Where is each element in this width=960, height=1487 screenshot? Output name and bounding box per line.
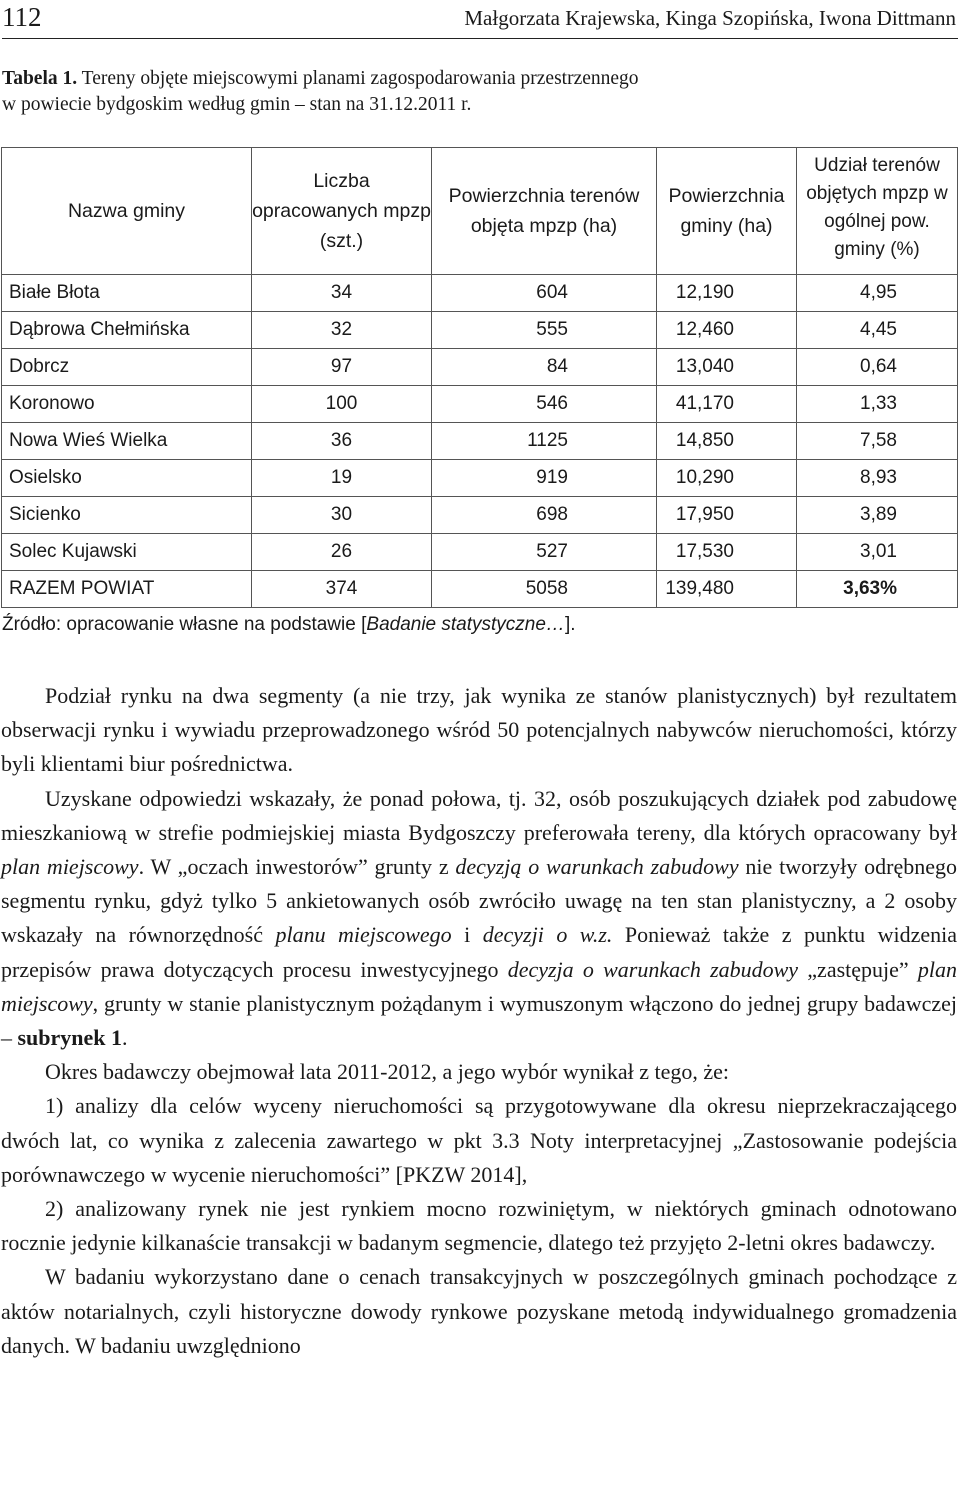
paragraph-text: „zastępuje” xyxy=(798,956,918,982)
cell-share-total: 3,63% xyxy=(797,571,958,608)
paragraph-text: i xyxy=(451,922,483,948)
data-table xyxy=(1,147,958,608)
cell-count: 97 xyxy=(252,349,432,386)
source-suffix: ]. xyxy=(564,614,576,635)
cell-count: 36 xyxy=(252,423,432,460)
table-row xyxy=(2,349,958,386)
paragraph-text: nie tworzyły odrębnego segmentu rynku, gdyż tylko 5 ankietowanych osób zwróciło uwagę na ten stan planistyczny, a 2 osoby wskazały na równorzędność xyxy=(1,854,958,948)
cell-share: 4,45 xyxy=(797,312,958,349)
table-source-note xyxy=(2,614,576,636)
paragraph: 1) analizy dla celów wyceny nieruchomości są przygotowywane dla okresu nieprzekraczającego dwóch lat, co wynika z zalecenia zawartego w pkt 3.3 Noty interpretacyjnej „Zastosowanie podejścia porównawczego w wycenie nieruchomości” [PKZW 2014], xyxy=(1,1093,957,1187)
cell-share: 0,64 xyxy=(797,349,958,386)
cell-name: Sicienko xyxy=(2,497,252,534)
paragraph-italic: decyzja o warunkach zabudowy xyxy=(507,956,799,982)
cell-area: 604 xyxy=(432,275,657,312)
paragraph xyxy=(1,782,957,1056)
paragraph-text: Ponieważ także z punktu widzenia przepisów prawa dotyczących procesu inwestycyjnego xyxy=(1,922,958,982)
cell-name: Solec Kujawski xyxy=(2,534,252,571)
cell-name: Dobrcz xyxy=(2,349,252,386)
cell-area: 1125 xyxy=(432,423,657,460)
table-row xyxy=(2,386,958,423)
table-caption-label: Tabela 1. xyxy=(2,68,78,89)
source-prefix: Źródło: opracowanie własne na podstawie [ xyxy=(2,614,367,635)
cell-name: Nowa Wieś Wielka xyxy=(2,423,252,460)
cell-count: 32 xyxy=(252,312,432,349)
cell-share: 1,33 xyxy=(797,386,958,423)
cell-area: 84 xyxy=(432,349,657,386)
running-header-authors: Małgorzata Krajewska, Kinga Szopińska, Iwona Dittmann xyxy=(464,6,956,30)
cell-share: 8,93 xyxy=(797,460,958,497)
table-header-row xyxy=(2,148,958,275)
table-caption-line1: Tereny objęte miejscowymi planami zagospodarowania przestrzennego xyxy=(81,68,639,89)
cell-share: 3,01 xyxy=(797,534,958,571)
cell-gmina-area: 17,530 xyxy=(657,534,797,571)
paragraph-italic: plan miejscowy xyxy=(1,956,958,1016)
cell-count: 34 xyxy=(252,275,432,312)
cell-area: 527 xyxy=(432,534,657,571)
table-row-total xyxy=(2,571,958,608)
column-header-gmina-area: Powierzchnia gminy (ha) xyxy=(657,148,797,275)
table-caption xyxy=(2,66,942,118)
paragraph-text: , grunty w stanie planistycznym pożądanym i wymuszonym włączono do jednej grupy badawczej – xyxy=(1,990,957,1051)
paragraph-text: Uzyskane odpowiedzi wskazały, że ponad połowa, tj. 32, osób poszukujących działek pod zabudowę mieszkaniową w strefie podmiejskiej miasta Bydgoszczy preferowała tereny, dla których opracowany był xyxy=(1,785,957,845)
paragraph-bold: subrynek 1 xyxy=(17,1025,123,1051)
cell-area: 546 xyxy=(432,386,657,423)
cell-gmina-area: 14,850 xyxy=(657,423,797,460)
cell-count: 19 xyxy=(252,460,432,497)
column-header-count: Liczba opracowanych mpzp (szt.) xyxy=(252,148,432,275)
body-text xyxy=(1,679,957,1363)
cell-name: Koronowo xyxy=(2,386,252,423)
cell-count: 30 xyxy=(252,497,432,534)
table-caption-line2: w powiecie bydgoskim według gmin – stan na 31.12.2011 r. xyxy=(2,94,472,115)
cell-count: 26 xyxy=(252,534,432,571)
cell-gmina-area: 13,040 xyxy=(657,349,797,386)
table-row xyxy=(2,460,958,497)
cell-name: RAZEM POWIAT xyxy=(2,571,252,608)
cell-area: 5058 xyxy=(432,571,657,608)
paragraph: W badaniu wykorzystano dane o cenach transakcyjnych w poszczególnych gminach pochodzące z aktów notarialnych, czyli historyczne dowody rynkowe pozyskane metodą indywidualnego gromadzenia danych. W badaniu uwzględniono xyxy=(1,1264,957,1358)
table-row xyxy=(2,497,958,534)
cell-area: 698 xyxy=(432,497,657,534)
table-row xyxy=(2,423,958,460)
cell-count: 100 xyxy=(252,386,432,423)
column-header-name: Nazwa gminy xyxy=(2,148,252,275)
table-row xyxy=(2,312,958,349)
cell-name: Białe Błota xyxy=(2,275,252,312)
paragraph: Podział rynku na dwa segmenty (a nie trzy, jak wynika ze stanów planistycznych) był rezultatem obserwacji rynku i wywiadu przeprowadzonego wśród 50 potencjalnych nabywców nieruchomości, którzy byli klientami biur pośrednictwa. xyxy=(1,683,957,777)
cell-name: Dąbrowa Chełmińska xyxy=(2,312,252,349)
cell-gmina-area: 10,290 xyxy=(657,460,797,497)
cell-gmina-area: 12,190 xyxy=(657,275,797,312)
source-italic: Badanie statystyczne… xyxy=(366,614,565,635)
cell-gmina-area: 17,950 xyxy=(657,497,797,534)
table-row xyxy=(2,534,958,571)
page-number: 112 xyxy=(2,2,42,32)
cell-name: Osielsko xyxy=(2,460,252,497)
cell-area: 919 xyxy=(432,460,657,497)
table-row xyxy=(2,275,958,312)
paragraph-italic: plan miejscowy xyxy=(1,854,139,880)
paragraph: Okres badawczy obejmował lata 2011-2012, a jego wybór wynikał z tego, że: xyxy=(45,1059,730,1085)
column-header-share: Udział terenów objętych mpzp w ogólnej pow. gminy (%) xyxy=(797,148,958,275)
column-header-area: Powierzchnia terenów objęta mpzp (ha) xyxy=(432,148,657,275)
cell-share: 4,95 xyxy=(797,275,958,312)
paragraph-italic: planu miejscowego xyxy=(275,922,452,948)
cell-gmina-area: 12,460 xyxy=(657,312,797,349)
cell-share: 7,58 xyxy=(797,423,958,460)
cell-gmina-area: 139,480 xyxy=(657,571,797,608)
paragraph: 2) analizowany rynek nie jest rynkiem mocno rozwiniętym, w niektórych gminach odnotowano rocznie jedynie kilkanaście transakcji w badanym segmencie, dlatego też przyjęto 2-letni okres badawczy. xyxy=(1,1196,957,1256)
cell-gmina-area: 41,170 xyxy=(657,386,797,423)
paragraph-italic: decyzji o w.z. xyxy=(482,922,613,948)
cell-area: 555 xyxy=(432,312,657,349)
running-header xyxy=(2,0,958,39)
cell-share: 3,89 xyxy=(797,497,958,534)
cell-count: 374 xyxy=(252,571,432,608)
paragraph-text: . xyxy=(122,1025,128,1051)
paragraph-italic: decyzją o warunkach zabudowy xyxy=(455,854,739,880)
paragraph-text: . W „oczach inwestorów” grunty z xyxy=(138,854,456,880)
